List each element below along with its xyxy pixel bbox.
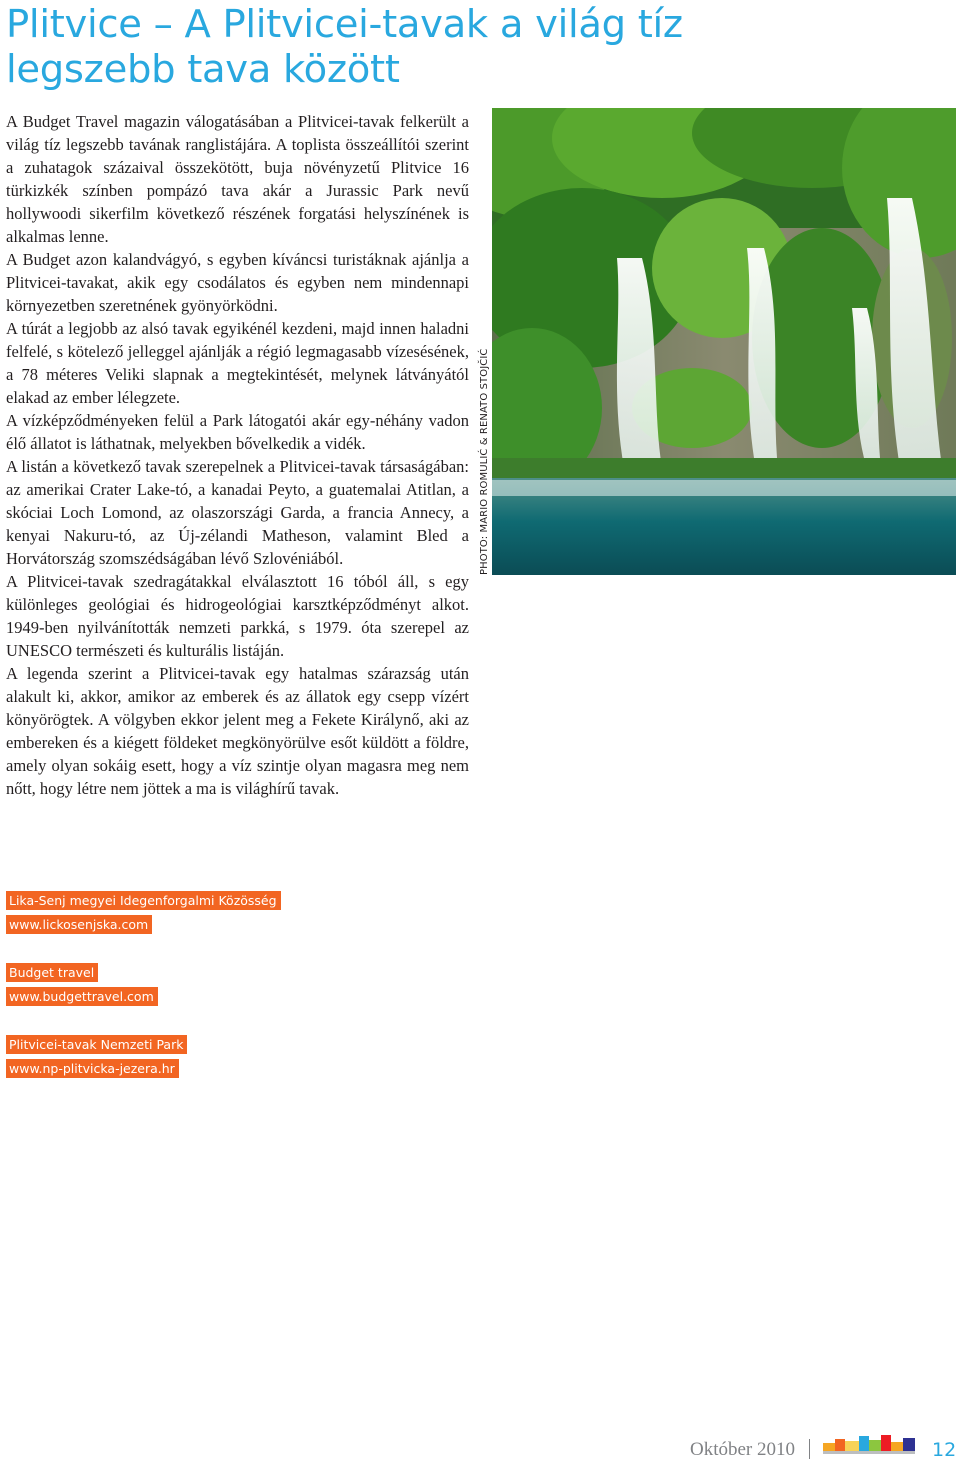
link-title: Budget travel bbox=[6, 963, 98, 982]
article-paragraph: A Plitvicei-tavak szedragátakkal elválasztott 16 tóból áll, s egy különleges geológiai és hidrogeológiai karsztképződményt alkot. 1949-ben nyilvánították nemzeti parkká, s 1979. óta szerepel az UNESCO természeti és kulturális listáján. bbox=[6, 572, 469, 660]
related-links bbox=[6, 891, 281, 1083]
waterfall-photo bbox=[492, 108, 956, 575]
article-paragraph: A túrát a legjobb az alsó tavak egyikénél kezdeni, majd innen haladni felfelé, s kötelező jelleggel ajánlják a régió legmagasabb vízesésének, a 78 méteres Veliki slapnak a megtekintését, melynek látványától elakad az ember lélegzete. bbox=[6, 319, 469, 407]
page-number: 12 bbox=[932, 1439, 957, 1461]
article-paragraph: A Budget azon kalandvágyó, s egyben kíváncsi turistáknak ajánlja a Plitvicei-tavakat, akik egy csodálatos és egyben nem mindennapi környezetben szeretnének gyönyörködni. bbox=[6, 250, 469, 315]
link-url[interactable]: www.lickosenjska.com bbox=[6, 915, 152, 934]
link-group bbox=[6, 1035, 281, 1078]
link-url[interactable]: www.budgettravel.com bbox=[6, 987, 158, 1006]
article-body bbox=[6, 110, 469, 800]
article-title: Plitvice – A Plitvicei-tavak a világ tíz legszebb tava között bbox=[6, 2, 683, 92]
link-group bbox=[6, 891, 281, 934]
issue-date: Október 2010 bbox=[690, 1439, 796, 1460]
article-paragraph: A legenda szerint a Plitvicei-tavak egy hatalmas szárazság után alakult ki, akkor, amikor az emberek és az állatok egy csepp vízért könyörögtek. A völgyben ekkor jelent meg a Fekete Királynő, aki az embereken és a kiégett földeket megkönyörülve esőt küldött a földre, amely olyan sokáig esett, hogy a víz szintje olyan magasra meg nem nőtt, hogy létre nem jöttek a ma is világhírű tavak. bbox=[6, 664, 469, 798]
magazine-logo-icon bbox=[823, 1433, 915, 1455]
page-footer bbox=[690, 1433, 960, 1465]
photo-credit: PHOTO: MARIO ROMULIĆ & RENATO STOJČIĆ bbox=[479, 348, 490, 575]
footer-divider bbox=[809, 1439, 810, 1459]
link-title: Plitvicei-tavak Nemzeti Park bbox=[6, 1035, 187, 1054]
link-url[interactable]: www.np-plitvicka-jezera.hr bbox=[6, 1059, 179, 1078]
article-paragraph: A vízképződményeken felül a Park látogatói akár egy-néhány vadon élő állatot is láthatnak, melyekben bővelkedik a vidék. bbox=[6, 411, 469, 453]
waterfall-illustration bbox=[492, 108, 956, 575]
article-paragraph: A listán a következő tavak szerepelnek a Plitvicei-tavak társaságában: az amerikai Crater Lake-tó, a kanadai Peyto, a guatemalai Atitlan, a skóciai Loch Lomond, az olaszországi Garda, a francia Annecy, a kenyai Nakuru-tó, az Új-zélandi Matheson, valamint Bled a Horvátország szomszédságában lévő Szlovéniából. bbox=[6, 457, 469, 568]
link-group bbox=[6, 963, 281, 1006]
article-paragraph: A Budget Travel magazin válogatásában a Plitvicei-tavak felkerült a világ tíz legszebb tavának ranglistájára. A toplista összeállítói szerint a zuhatagok százaival összekötött, buja növényzetű Plitvice 16 türkizkék színben pompázó tava akár a Jurassic Park nevű hollywoodi sikerfilm következő részének forgatási helyszínének is alkalmas lenne. bbox=[6, 112, 469, 246]
link-title: Lika-Senj megyei Idegenforgalmi Közösség bbox=[6, 891, 281, 910]
